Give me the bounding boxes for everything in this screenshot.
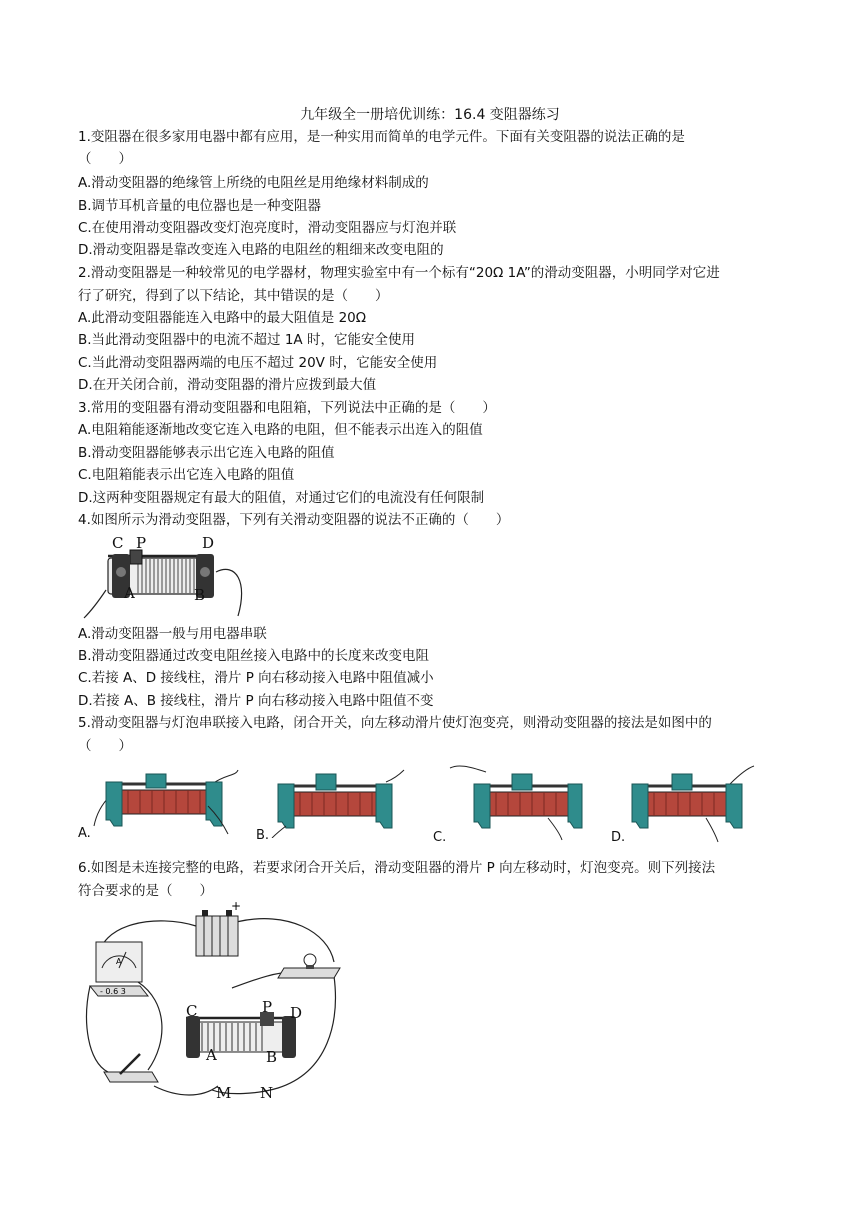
q5-option-d-figure[interactable] <box>622 764 762 844</box>
q6-stem-line2: 符合要求的是（ ） <box>78 883 213 899</box>
q5-option-c-label[interactable]: C. <box>433 830 447 845</box>
q4-option-a[interactable]: A.滑动变阻器一般与用电器串联 <box>78 626 267 642</box>
q1-stem-line2: （ ） <box>78 151 132 167</box>
q6-label-d: D <box>290 1004 303 1022</box>
q2-option-d[interactable]: D.在开关闭合前，滑动变阻器的滑片应拨到最大值 <box>78 377 377 393</box>
q6-label-p: P <box>262 998 273 1016</box>
q6-circuit-figure <box>78 902 353 1102</box>
q1-option-b[interactable]: B.调节耳机音量的电位器也是一种变阻器 <box>78 198 322 214</box>
q6-stem-line1: 6.如图是未连接完整的电路，若要求闭合开关后，滑动变阻器的滑片 P 向左移动时，灯泡变亮。则下列接法 <box>78 860 716 876</box>
q1-option-d[interactable]: D.滑动变阻器是靠改变连入电路的电阻丝的粗细来改变电阻的 <box>78 242 444 258</box>
q6-label-b: B <box>266 1048 278 1066</box>
q3-option-a[interactable]: A.电阻箱能逐渐地改变它连入电路的电阻，但不能表示出连入的阻值 <box>78 422 483 438</box>
q6-label-c: C <box>186 1002 198 1020</box>
q4-stem: 4.如图所示为滑动变阻器，下列有关滑动变阻器的说法不正确的（ ） <box>78 512 510 528</box>
q6-label-m: M <box>216 1084 232 1102</box>
q1-option-a[interactable]: A.滑动变阻器的绝缘管上所绕的电阻丝是用绝缘材料制成的 <box>78 175 429 191</box>
q4-option-d[interactable]: D.若接 A、B 接线柱，滑片 P 向右移动接入电路中阻值不变 <box>78 693 434 709</box>
q6-ammeter-scale: - 0.6 3 <box>100 987 126 996</box>
q2-stem-line2: 行了研究，得到了以下结论，其中错误的是（ ） <box>78 288 389 304</box>
q3-option-b[interactable]: B.滑动变阻器能够表示出它连入电路的阻值 <box>78 445 335 461</box>
q5-option-a-figure[interactable] <box>92 766 240 836</box>
q4-option-b[interactable]: B.滑动变阻器通过改变电阻丝接入电路中的长度来改变电阻 <box>78 648 430 664</box>
q5-stem-line2: （ ） <box>78 738 132 754</box>
q2-option-b[interactable]: B.当此滑动变阻器中的电流不超过 1A 时，它能安全使用 <box>78 332 415 348</box>
q5-option-b-label[interactable]: B. <box>256 828 270 843</box>
q5-option-c-figure[interactable] <box>448 762 588 842</box>
q2-option-a[interactable]: A.此滑动变阻器能连入电路中的最大阻值是 20Ω <box>78 310 367 326</box>
q4-label-d: D <box>202 534 215 552</box>
q4-option-c[interactable]: C.若接 A、D 接线柱，滑片 P 向右移动接入电路中阻值减小 <box>78 670 434 686</box>
q2-option-c[interactable]: C.当此滑动变阻器两端的电压不超过 20V 时，它能安全使用 <box>78 355 438 371</box>
q5-option-d-label[interactable]: D. <box>611 830 626 845</box>
q3-stem: 3.常用的变阻器有滑动变阻器和电阻箱，下列说法中正确的是（ ） <box>78 400 496 416</box>
q5-option-a-label[interactable]: A. <box>78 826 91 841</box>
q6-battery-plus: + <box>231 902 242 913</box>
page-title: 九年级全一册培优训练：16.4 变阻器练习 <box>300 107 560 123</box>
q4-label-b: B <box>194 586 206 604</box>
q5-option-b-figure[interactable] <box>266 768 406 838</box>
q3-option-d[interactable]: D.这两种变阻器规定有最大的阻值，对通过它们的电流没有任何限制 <box>78 490 485 506</box>
q4-label-p: P <box>136 534 147 552</box>
q6-label-a: A <box>206 1046 217 1064</box>
q2-stem-line1: 2.滑动变阻器是一种较常见的电学器材，物理实验室中有一个标有“20Ω 1A”的滑动变阻器，小明同学对它进 <box>78 265 720 281</box>
q4-label-c: C <box>112 534 124 552</box>
q3-option-c[interactable]: C.电阻箱能表示出它连入电路的阻值 <box>78 467 295 483</box>
q1-option-c[interactable]: C.在使用滑动变阻器改变灯泡亮度时，滑动变阻器应与灯泡并联 <box>78 220 457 236</box>
q6-label-n: N <box>260 1084 274 1102</box>
q6-ammeter-symbol: A <box>116 957 122 966</box>
q5-stem-line1: 5.滑动变阻器与灯泡串联接入电路，闭合开关，向左移动滑片使灯泡变亮，则滑动变阻器的接法是如图中的 <box>78 715 712 731</box>
q4-rheostat-figure <box>78 532 258 620</box>
q4-label-a: A <box>124 584 135 602</box>
q1-stem-line1: 1.变阻器在很多家用电器中都有应用，是一种实用而简单的电学元件。下面有关变阻器的说法正确的是 <box>78 129 685 145</box>
